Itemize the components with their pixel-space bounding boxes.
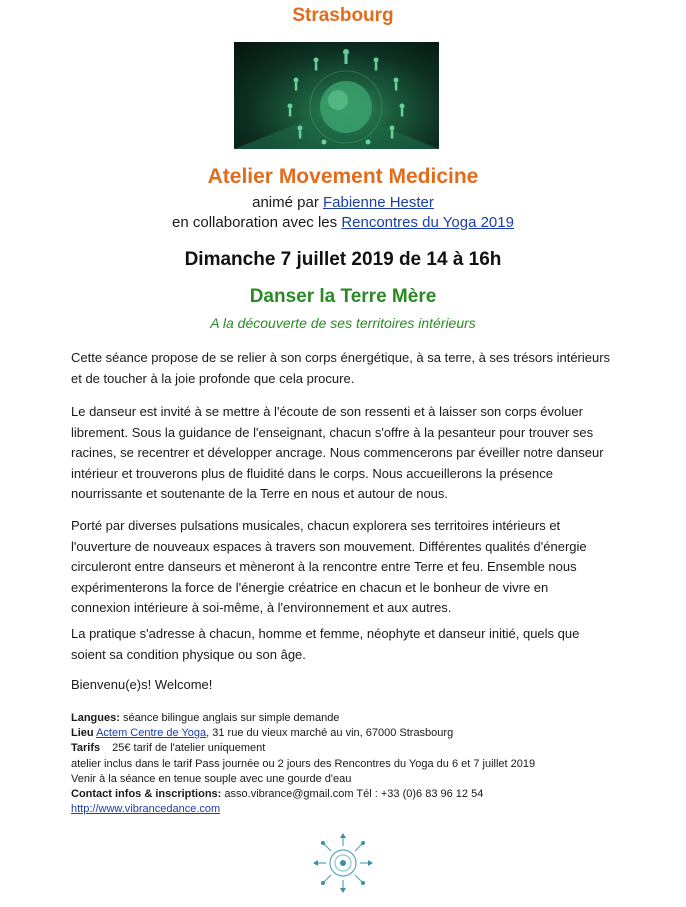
event-subtitle: Danser la Terre Mère [249,286,437,307]
city-heading: Strasbourg [292,5,394,26]
event-tagline: A la découverte de ses territoires intérieurs [210,315,476,331]
website-link[interactable]: http://www.vibrancedance.com [71,803,221,816]
rencontres-link[interactable]: Rencontres du Yoga 2019 [341,214,514,231]
paragraph-dancer: Le danseur est invité à se mettre à l'écoute de son ressenti et à laisser son corps évoluer librement. Sous la guidance de l'enseignant, chacun s'offre à la pesanteur pour trouver ses racines, se recentrer et développer ancrage. Nous commencerons par éveiller notre danseur intérieur et trouverons plus de fluidité dans le corps. Nous accueillerons la présence nourrissante et soutenante de la Terre en nous et autour de nous. [71,404,604,501]
contact-line [71,787,631,802]
lieu-address: , 31 rue du vieux marché au vin, 67000 Strasbourg [206,727,454,740]
tarifs-line-2: atelier inclus dans le tarif Pass journée ou 2 jours des Rencontres du Yoga du 6 et 7 juillet 2019 [71,757,536,770]
tarifs-value: 25€ tarif de l'atelier uniquement [112,742,266,755]
collaboration-line [0,213,686,233]
paragraph-intro: Cette séance propose de se relier à son corps énergétique, à sa terre, à ses trésors intérieurs et de toucher à la joie profonde que cela procure. [71,350,611,386]
paragraph-audience: La pratique s'adresse à chacun, homme et femme, néophyte et danseur initié, quels que soient sa condition physique ou son âge. [71,626,580,662]
animated-by-prefix: animé par [252,194,323,211]
welcome-text: Bienvenu(e)s! Welcome! [71,677,213,692]
vibrance-logo-icon [312,832,374,894]
contact-label: Contact infos & inscriptions: [71,788,222,801]
event-date: Dimanche 7 juillet 2019 de 14 à 16h [184,249,502,270]
langues-label: Langues: [71,712,120,724]
langues-value: séance bilingue anglais sur simple demande [119,712,340,724]
tenue-line: Venir à la séance en tenue souple avec une gourde d'eau [71,772,352,785]
tarifs-line [71,741,631,756]
contact-value: asso.vibrance@gmail.com Tél : +33 (0)6 83 96 12 54 [221,788,484,801]
lieu-link[interactable]: Actem Centre de Yoga [96,727,207,740]
animator-link[interactable]: Fabienne Hester [322,194,434,211]
hero-image [234,42,439,149]
langues-line [71,711,631,726]
collab-prefix: en collaboration avec les [172,214,342,231]
tarifs-label: Tarifs [71,742,101,755]
paragraph-pulsations: Porté par diverses pulsations musicales, chacun explorera ses territoires intérieurs et l'ouverture de nouveaux espaces à travers son mouvement. Différentes qualités d'énergie circuleront entre danseurs et mèneront à la rencontre entre Terre et feu. Ensemble nous expérimenterons la force de l'énergie créatrice en chacun et le bonheur de vivre en connexion intérieure à soi-même, à l'environnement et aux autres. [71,518,587,615]
animated-by-line [0,193,686,213]
practical-info [71,711,631,817]
event-title: Atelier Movement Medicine [207,165,479,188]
lieu-label: Lieu [71,727,94,740]
lieu-line [71,726,631,741]
